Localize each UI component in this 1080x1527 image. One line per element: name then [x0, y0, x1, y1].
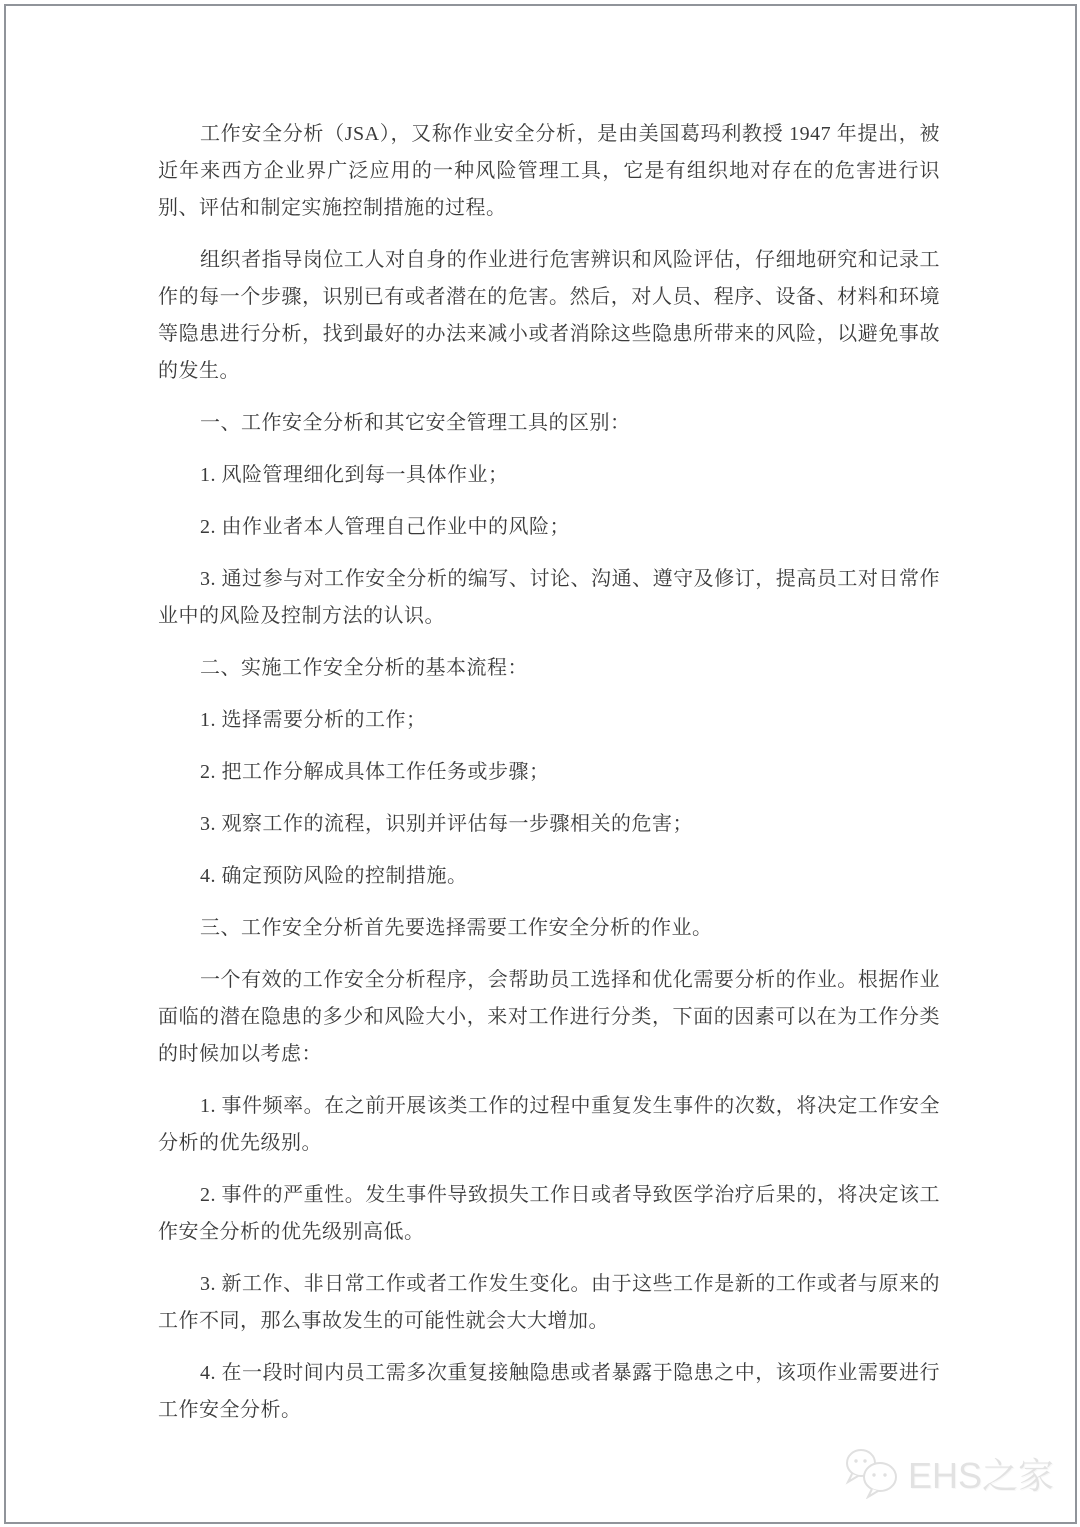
- document-body: [158, 116, 940, 1444]
- wechat-icon: [844, 1447, 900, 1499]
- list-item-3-2: 2. 事件的严重性。发生事件导致损失工作日或者导致医学治疗后果的，将决定该工作安全分析的优先级别高低。: [158, 1184, 940, 1243]
- list-item-3-4: 4. 在一段时间内员工需多次重复接触隐患或者暴露于隐患之中，该项作业需要进行工作安全分析。: [158, 1362, 940, 1421]
- watermark: [844, 1447, 1054, 1499]
- list-item-3-1: 1. 事件频率。在之前开展该类工作的过程中重复发生事件的次数，将决定工作安全分析的优先级别。: [158, 1095, 940, 1154]
- list-item-1-1: 1. 风险管理细化到每一具体作业；: [200, 464, 509, 486]
- list-item-2-3: 3. 观察工作的流程，识别并评估每一步骤相关的危害；: [200, 813, 693, 835]
- list-item-2-2: 2. 把工作分解成具体工作任务或步骤；: [200, 761, 550, 783]
- heading-section-2: 二、实施工作安全分析的基本流程：: [200, 657, 528, 679]
- watermark-text: EHS之家: [907, 1454, 1054, 1496]
- list-item-3-3: 3. 新工作、非日常工作或者工作发生变化。由于这些工作是新的工作或者与原来的工作不同，那么事故发生的可能性就会大大增加。: [158, 1273, 940, 1332]
- list-item-2-4: 4. 确定预防风险的控制措施。: [200, 865, 468, 887]
- heading-section-1: 一、工作安全分析和其它安全管理工具的区别：: [200, 412, 631, 434]
- heading-section-3: 三、工作安全分析首先要选择需要工作安全分析的作业。: [200, 917, 713, 939]
- paragraph-effective-program: 一个有效的工作安全分析程序，会帮助员工选择和优化需要分析的作业。根据作业面临的潜在隐患的多少和风险大小，来对工作进行分类，下面的因素可以在为工作分类的时候加以考虑：: [158, 969, 940, 1065]
- list-item-1-2: 2. 由作业者本人管理自己作业中的风险；: [200, 516, 570, 538]
- list-item-2-1: 1. 选择需要分析的工作；: [200, 709, 427, 731]
- list-item-1-3: 3. 通过参与对工作安全分析的编写、讨论、沟通、遵守及修订，提高员工对日常作业中的风险及控制方法的认识。: [158, 568, 940, 627]
- paragraph-jsa-definition: 工作安全分析（JSA），又称作业安全分析，是由美国葛玛利教授 1947 年提出，被近年来西方企业界广泛应用的一种风险管理工具，它是有组织地对存在的危害进行识别、评估和制定实施控制措施的过程。: [158, 123, 940, 219]
- paragraph-organizer-guidance: 组织者指导岗位工人对自身的作业进行危害辨识和风险评估，仔细地研究和记录工作的每一个步骤，识别已有或者潜在的危害。然后，对人员、程序、设备、材料和环境等隐患进行分析，找到最好的办法来减小或者消除这些隐患所带来的风险，以避免事故的发生。: [158, 249, 940, 382]
